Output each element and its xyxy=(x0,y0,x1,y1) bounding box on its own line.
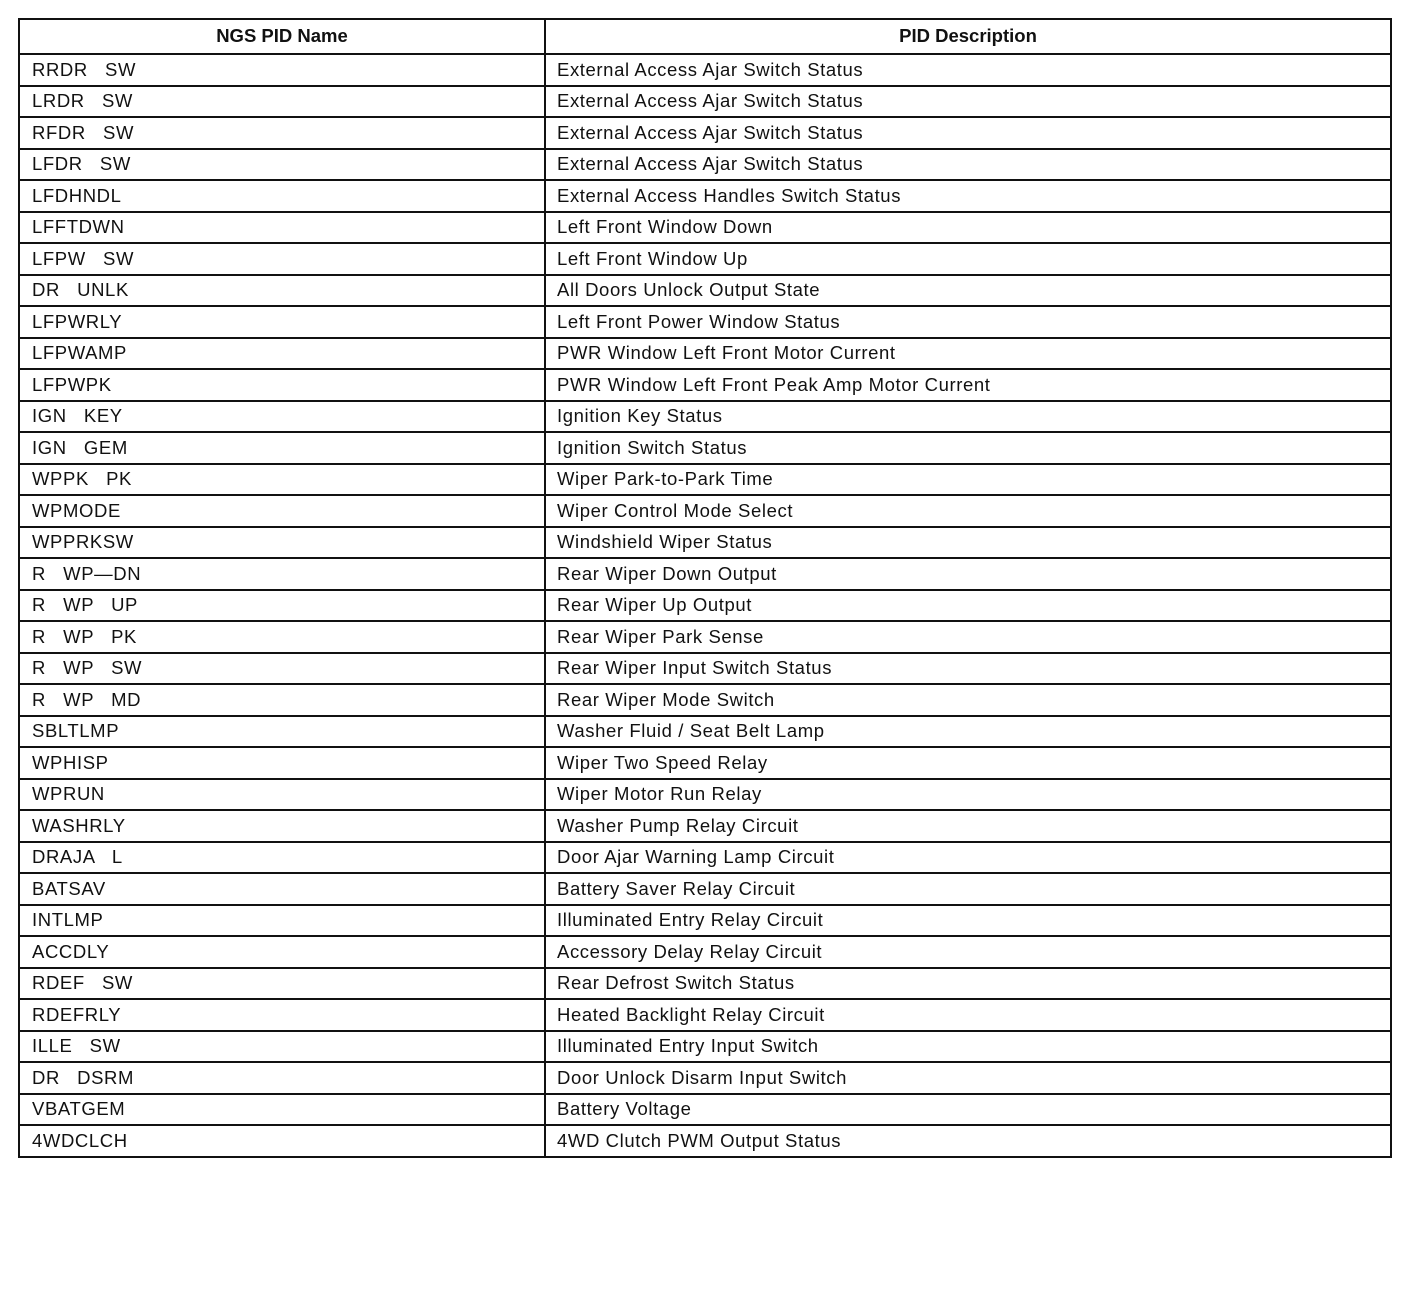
table-row xyxy=(19,527,1391,559)
pid-description-cell: Wiper Motor Run Relay xyxy=(545,779,1391,811)
pid-description-cell: Rear Wiper Input Switch Status xyxy=(545,653,1391,685)
table-row xyxy=(19,873,1391,905)
pid-description-cell: External Access Handles Switch Status xyxy=(545,180,1391,212)
table-row xyxy=(19,243,1391,275)
pid-description-cell: External Access Ajar Switch Status xyxy=(545,149,1391,181)
pid-name-cell: SBLTLMP xyxy=(19,716,545,748)
table-row xyxy=(19,1031,1391,1063)
table-row xyxy=(19,1094,1391,1126)
pid-description-cell: Left Front Power Window Status xyxy=(545,306,1391,338)
pid-description-cell: Heated Backlight Relay Circuit xyxy=(545,999,1391,1031)
table-row xyxy=(19,464,1391,496)
pid-description-cell: Rear Wiper Up Output xyxy=(545,590,1391,622)
pid-description-cell: External Access Ajar Switch Status xyxy=(545,54,1391,86)
table-row xyxy=(19,558,1391,590)
table-row xyxy=(19,684,1391,716)
pid-description-cell: Battery Saver Relay Circuit xyxy=(545,873,1391,905)
table-row xyxy=(19,842,1391,874)
pid-description-cell: Washer Fluid / Seat Belt Lamp xyxy=(545,716,1391,748)
pid-description-cell: Left Front Window Up xyxy=(545,243,1391,275)
header-pid-name: NGS PID Name xyxy=(19,19,545,54)
header-pid-description: PID Description xyxy=(545,19,1391,54)
pid-table xyxy=(18,18,1392,1158)
table-body xyxy=(19,54,1391,1157)
pid-description-cell: Windshield Wiper Status xyxy=(545,527,1391,559)
pid-name-cell: LFDR SW xyxy=(19,149,545,181)
table-row xyxy=(19,621,1391,653)
pid-description-cell: Wiper Two Speed Relay xyxy=(545,747,1391,779)
pid-name-cell: LFPWAMP xyxy=(19,338,545,370)
pid-name-cell: R WP UP xyxy=(19,590,545,622)
table-row xyxy=(19,1062,1391,1094)
pid-name-cell: ILLE SW xyxy=(19,1031,545,1063)
table-header xyxy=(19,19,1391,54)
pid-name-cell: RDEFRLY xyxy=(19,999,545,1031)
pid-description-cell: Wiper Park-to-Park Time xyxy=(545,464,1391,496)
pid-description-cell: Ignition Key Status xyxy=(545,401,1391,433)
pid-description-cell: Wiper Control Mode Select xyxy=(545,495,1391,527)
pid-name-cell: BATSAV xyxy=(19,873,545,905)
pid-name-cell: ACCDLY xyxy=(19,936,545,968)
pid-description-cell: Rear Wiper Mode Switch xyxy=(545,684,1391,716)
table-row xyxy=(19,968,1391,1000)
pid-name-cell: LFFTDWN xyxy=(19,212,545,244)
pid-description-cell: PWR Window Left Front Motor Current xyxy=(545,338,1391,370)
pid-description-cell: Illuminated Entry Relay Circuit xyxy=(545,905,1391,937)
pid-name-cell: DRAJA L xyxy=(19,842,545,874)
pid-name-cell: WPPRKSW xyxy=(19,527,545,559)
pid-name-cell: IGN KEY xyxy=(19,401,545,433)
pid-name-cell: WASHRLY xyxy=(19,810,545,842)
table-row xyxy=(19,306,1391,338)
pid-name-cell: 4WDCLCH xyxy=(19,1125,545,1157)
pid-description-cell: Left Front Window Down xyxy=(545,212,1391,244)
pid-description-cell: Illuminated Entry Input Switch xyxy=(545,1031,1391,1063)
pid-name-cell: INTLMP xyxy=(19,905,545,937)
pid-name-cell: RFDR SW xyxy=(19,117,545,149)
pid-description-cell: All Doors Unlock Output State xyxy=(545,275,1391,307)
pid-description-cell: External Access Ajar Switch Status xyxy=(545,86,1391,118)
table-row xyxy=(19,590,1391,622)
pid-description-cell: Ignition Switch Status xyxy=(545,432,1391,464)
pid-description-cell: Accessory Delay Relay Circuit xyxy=(545,936,1391,968)
table-row xyxy=(19,1125,1391,1157)
pid-name-cell: WPPK PK xyxy=(19,464,545,496)
pid-name-cell: LRDR SW xyxy=(19,86,545,118)
table-row xyxy=(19,86,1391,118)
pid-name-cell: DR UNLK xyxy=(19,275,545,307)
table-row xyxy=(19,275,1391,307)
table-row xyxy=(19,905,1391,937)
table-row xyxy=(19,369,1391,401)
pid-description-cell: External Access Ajar Switch Status xyxy=(545,117,1391,149)
pid-name-cell: R WP MD xyxy=(19,684,545,716)
table-row xyxy=(19,54,1391,86)
pid-name-cell: WPMODE xyxy=(19,495,545,527)
table-row xyxy=(19,432,1391,464)
pid-description-cell: Rear Defrost Switch Status xyxy=(545,968,1391,1000)
pid-description-cell: PWR Window Left Front Peak Amp Motor Current xyxy=(545,369,1391,401)
table-row xyxy=(19,747,1391,779)
table-row xyxy=(19,212,1391,244)
table-row xyxy=(19,149,1391,181)
table-row xyxy=(19,936,1391,968)
pid-name-cell: R WP PK xyxy=(19,621,545,653)
table-row xyxy=(19,338,1391,370)
pid-name-cell: IGN GEM xyxy=(19,432,545,464)
table-row xyxy=(19,810,1391,842)
header-row xyxy=(19,19,1391,54)
pid-description-cell: Door Unlock Disarm Input Switch xyxy=(545,1062,1391,1094)
pid-description-cell: Battery Voltage xyxy=(545,1094,1391,1126)
pid-name-cell: RRDR SW xyxy=(19,54,545,86)
pid-name-cell: LFPW SW xyxy=(19,243,545,275)
pid-name-cell: LFDHNDL xyxy=(19,180,545,212)
pid-name-cell: R WP SW xyxy=(19,653,545,685)
pid-name-cell: WPRUN xyxy=(19,779,545,811)
table-row xyxy=(19,999,1391,1031)
pid-name-cell: R WP—DN xyxy=(19,558,545,590)
pid-name-cell: LFPWPK xyxy=(19,369,545,401)
table-row xyxy=(19,779,1391,811)
table-row xyxy=(19,180,1391,212)
table-row xyxy=(19,716,1391,748)
pid-name-cell: WPHISP xyxy=(19,747,545,779)
pid-name-cell: LFPWRLY xyxy=(19,306,545,338)
pid-name-cell: VBATGEM xyxy=(19,1094,545,1126)
table-row xyxy=(19,401,1391,433)
pid-description-cell: Door Ajar Warning Lamp Circuit xyxy=(545,842,1391,874)
table-row xyxy=(19,117,1391,149)
pid-description-cell: Washer Pump Relay Circuit xyxy=(545,810,1391,842)
pid-description-cell: 4WD Clutch PWM Output Status xyxy=(545,1125,1391,1157)
pid-description-cell: Rear Wiper Park Sense xyxy=(545,621,1391,653)
table-row xyxy=(19,653,1391,685)
pid-name-cell: RDEF SW xyxy=(19,968,545,1000)
pid-description-cell: Rear Wiper Down Output xyxy=(545,558,1391,590)
table-row xyxy=(19,495,1391,527)
pid-name-cell: DR DSRM xyxy=(19,1062,545,1094)
